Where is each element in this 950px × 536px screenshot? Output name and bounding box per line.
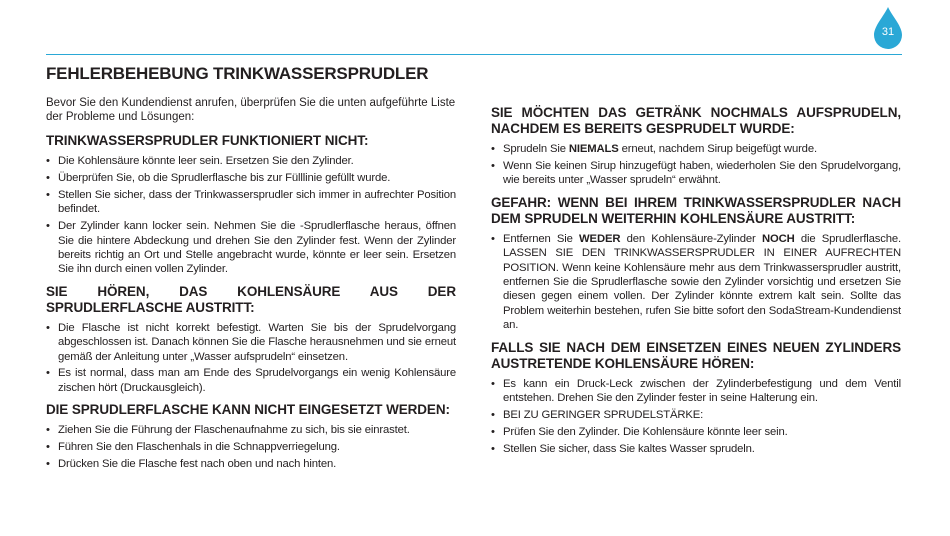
bullet-list	[46, 423, 456, 471]
section-new-cylinder	[491, 340, 901, 457]
page-number-badge	[872, 6, 904, 50]
list-item: • Drücken Sie die Flasche fest nach oben und nach hinten.	[46, 457, 456, 471]
bullet-list	[491, 232, 901, 333]
bullet-list	[46, 321, 456, 396]
page-title: FEHLERBEHEBUNG TRINKWASSERSPRUDLER	[46, 64, 429, 83]
emphasis: NOCH	[761, 232, 795, 245]
section-heading: DIE SPRUDLERFLASCHE KANN NICHT EINGESETZT WERDEN:	[46, 402, 450, 418]
section-bottle-insert	[46, 402, 456, 471]
list-item: • Sprudeln Sie NIEMALS erneut, nachdem Sirup beigefügt wurde.	[491, 142, 901, 156]
list-item: • Überprüfen Sie, ob die Sprudlerflasche bis zur Fülllinie gefüllt wurde.	[46, 171, 456, 185]
bullet-list	[491, 142, 901, 188]
list-item: • Prüfen Sie den Zylinder. Die Kohlensäure könnte leer sein.	[491, 425, 901, 439]
emphasis: WEDER	[579, 232, 621, 245]
header-divider	[46, 54, 902, 55]
list-item: • Der Zylinder kann locker sein. Nehmen Sie die -Sprudlerflasche heraus, öffnen Sie die hintere Abdeckung und drehen Sie den Zylinder fest. Wenn der Zylinder bereits richtig an Ort und Stelle angebracht wurde, könnte er leer sein. Ersetzen Sie ihn durch einen vollen Zylinder.	[46, 219, 456, 277]
list-item: • Entfernen Sie WEDER den Kohlensäure-Zylinder NOCH die Sprudlerflasche. LASSEN SIE DEN TRINKWASSERSPRUDLER IN EINER AUFRECHTEN POSITION. Wenn keine Kohlensäure mehr aus dem Trinkwassersprudler austritt, entfernen Sie die Sprudlerflasche sowie den Zylinder vorsichtig und ersetzen Sie diesen gegen einem vollen. Der Zylinder könnte extrem kalt sein. Sollte das Problem weiterhin bestehen, rufen Sie bitte sofort den SodaStream-Kundendienst an.	[491, 232, 901, 333]
section-not-working	[46, 133, 456, 277]
section-heading: SIE HÖREN, DAS KOHLENSÄURE AUS DER SPRUDLERFLASCHE AUSTRITT:	[46, 283, 456, 315]
list-item: • Die Flasche ist nicht korrekt befestigt. Warten Sie bis der Sprudelvorgang abgeschlossen ist. Danach können Sie die Flasche herausnehmen und sie erneut gemäß der Anleitung unter „Wasser aufsprudeln“ einsetzen.	[46, 321, 456, 364]
section-danger	[491, 195, 901, 333]
bullet-list	[491, 377, 901, 457]
section-resparkle	[491, 105, 901, 188]
intro-text: Bevor Sie den Kundendienst anrufen, überprüfen Sie die unten aufgeführte Liste der Probleme und Lösungen:	[46, 97, 456, 123]
list-item: • BEI ZU GERINGER SPRUDELSTÄRKE:	[491, 408, 901, 422]
section-heading: GEFAHR: WENN BEI IHREM TRINKWASSERSPRUDLER NACH DEM SPRUDELN WEITERHIN KOHLENSÄURE AUSTRITT:	[491, 194, 901, 226]
list-item: • Die Kohlensäure könnte leer sein. Ersetzen Sie den Zylinder.	[46, 154, 456, 168]
list-item: • Wenn Sie keinen Sirup hinzugefügt haben, wiederholen Sie den Sprudelvorgang, wie bereits unter „Wasser sprudeln“ erwähnt.	[491, 159, 901, 188]
list-item: • Führen Sie den Flaschenhals in die Schnappverriegelung.	[46, 440, 456, 454]
list-item: • Es ist normal, dass man am Ende des Sprudelvorgangs ein wenig Kohlensäure zischen hört (Druckausgleich).	[46, 366, 456, 395]
section-heading: FALLS SIE NACH DEM EINSETZEN EINES NEUEN ZYLINDERS AUSTRETENDE KOHLENSÄURE HÖREN:	[491, 339, 901, 371]
list-item: • Ziehen Sie die Führung der Flaschenaufnahme zu sich, bis sie einrastet.	[46, 423, 456, 437]
bullet-list	[46, 154, 456, 277]
section-heading: SIE MÖCHTEN DAS GETRÄNK NOCHMALS AUFSPRUDELN, NACHDEM ES BEREITS GESPRUDELT WURDE:	[491, 105, 901, 136]
section-heading: TRINKWASSERSPRUDLER FUNKTIONIERT NICHT:	[46, 133, 369, 148]
emphasis: NIEMALS	[568, 143, 619, 155]
list-item: • Stellen Sie sicher, dass Sie kaltes Wasser sprudeln.	[491, 442, 901, 456]
list-item: • Stellen Sie sicher, dass der Trinkwassersprudler sich immer in aufrechter Position befindet.	[46, 188, 456, 217]
section-gas-leak-bottle	[46, 284, 456, 396]
left-column	[46, 96, 456, 474]
page-number: 31	[881, 26, 895, 38]
right-column	[491, 98, 901, 459]
list-item: • Es kann ein Druck-Leck zwischen der Zylinderbefestigung und dem Ventil entstehen. Drehen Sie den Zylinder fester in seine Halterung ein.	[491, 377, 901, 406]
